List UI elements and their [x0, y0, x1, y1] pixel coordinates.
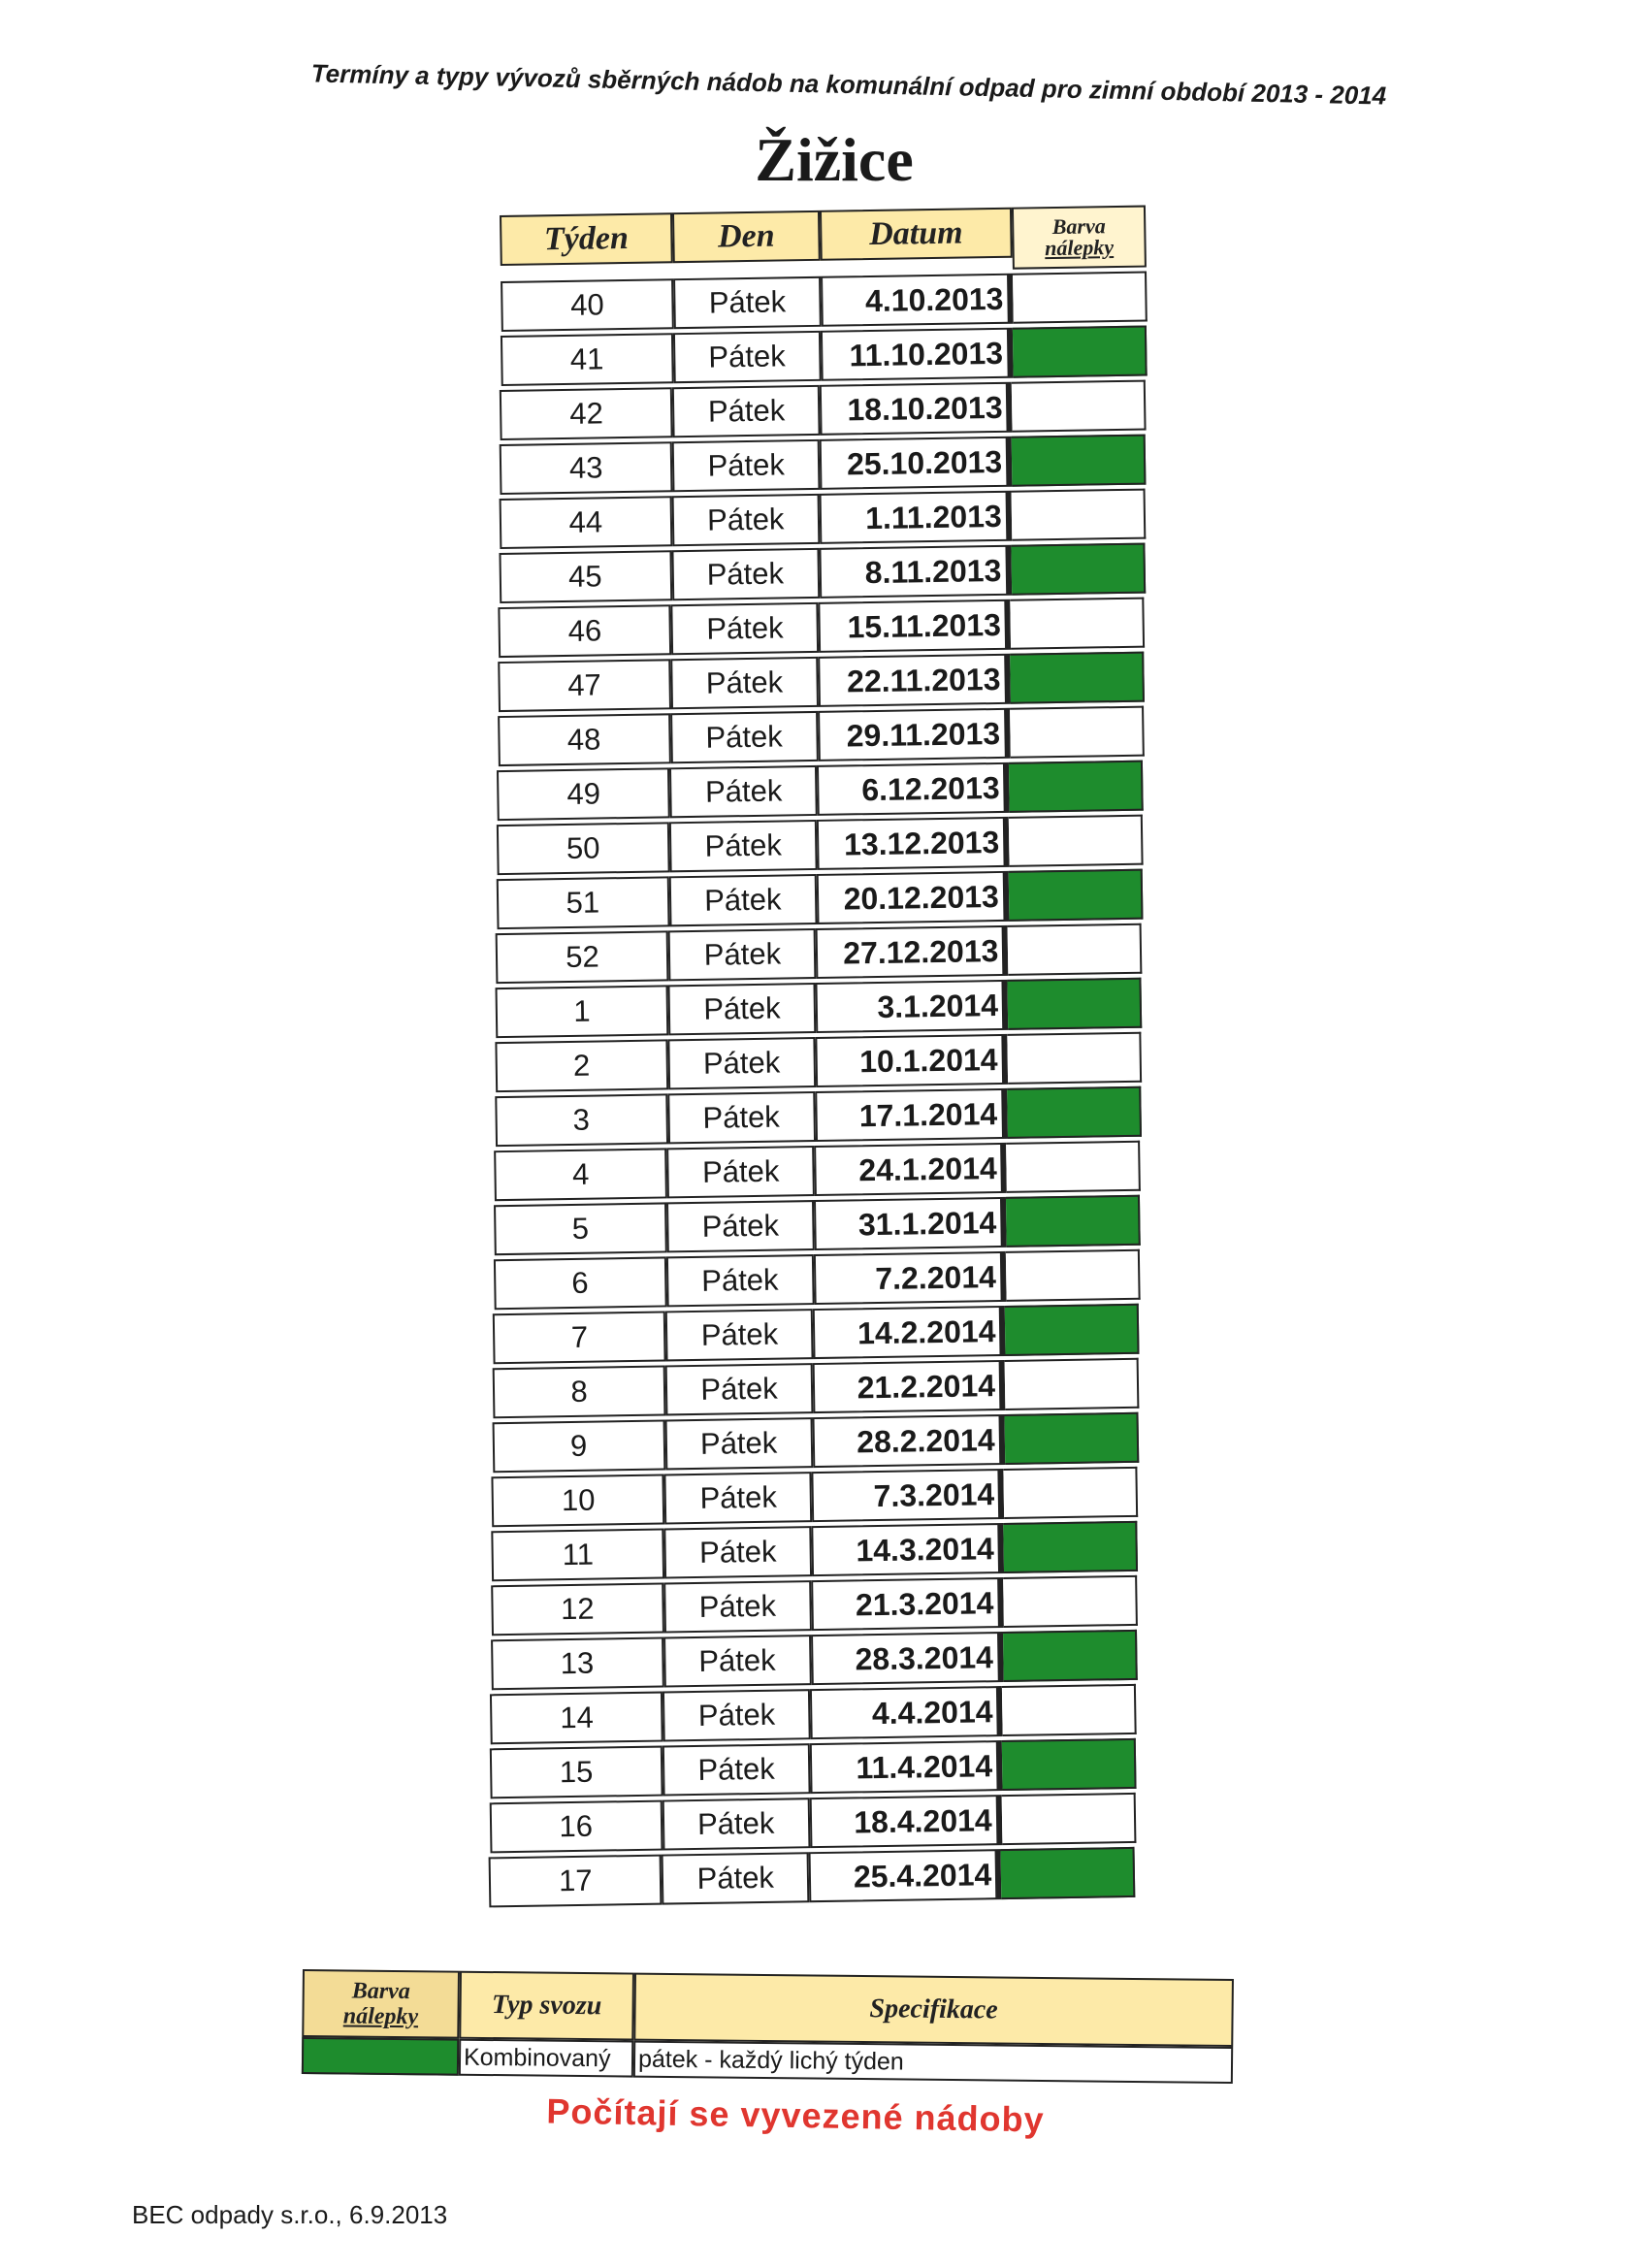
table-row: [493, 1358, 1140, 1418]
sticker-color-cell: [1010, 652, 1145, 704]
date-cell: 1.11.2013: [819, 491, 1012, 544]
sticker-color-cell: [1008, 978, 1143, 1030]
sticker-color-cell: [1001, 1793, 1136, 1845]
day-cell: Pátek: [670, 711, 819, 763]
legend-table: [302, 1969, 1234, 2084]
sticker-color-cell: [1007, 1086, 1142, 1139]
date-cell: 13.12.2013: [817, 817, 1010, 870]
date-cell: 17.1.2014: [815, 1088, 1008, 1142]
day-cell: Pátek: [671, 494, 820, 546]
date-cell: 14.3.2014: [811, 1523, 1004, 1576]
week-cell: 17: [489, 1855, 663, 1908]
sticker-color-cell: [1011, 543, 1146, 596]
date-cell: 15.11.2013: [819, 599, 1012, 653]
week-cell: 2: [495, 1039, 668, 1092]
week-cell: 9: [492, 1419, 665, 1473]
day-cell: Pátek: [666, 1200, 815, 1252]
table-row: [499, 598, 1146, 658]
table-row: [490, 1684, 1137, 1744]
day-cell: Pátek: [663, 1689, 811, 1741]
date-cell: 7.2.2014: [813, 1251, 1006, 1305]
day-cell: Pátek: [673, 331, 822, 383]
table-row: [489, 1793, 1136, 1853]
day-cell: Pátek: [665, 1309, 814, 1361]
schedule-table: [500, 206, 1172, 1907]
week-cell: 51: [496, 876, 669, 929]
sticker-color-cell: [1005, 1249, 1140, 1302]
sticker-color-cell: [1009, 761, 1144, 813]
date-cell: 18.10.2013: [820, 382, 1013, 436]
week-cell: 47: [498, 659, 671, 712]
header-date: Datum: [820, 208, 1013, 261]
week-cell: 3: [495, 1093, 668, 1147]
date-cell: 8.11.2013: [819, 545, 1012, 599]
table-row: [493, 1304, 1140, 1364]
date-cell: 21.2.2014: [813, 1360, 1006, 1413]
table-row: [494, 1195, 1141, 1255]
day-cell: Pátek: [663, 1580, 812, 1633]
sticker-color-cell: [1006, 1141, 1141, 1193]
legend-sticker-line2: nálepky: [342, 2003, 419, 2030]
week-cell: 43: [500, 441, 673, 495]
day-cell: Pátek: [670, 657, 819, 709]
week-cell: 1: [496, 985, 669, 1038]
header-sticker-color: [1012, 206, 1147, 270]
day-cell: Pátek: [666, 1146, 815, 1198]
date-cell: 11.4.2014: [810, 1740, 1003, 1794]
legend-spec: pátek - každý lichý týden: [633, 2041, 1233, 2084]
week-cell: 15: [490, 1746, 663, 1799]
week-cell: 48: [498, 713, 671, 766]
week-cell: 50: [497, 822, 670, 875]
sticker-color-cell: [1010, 706, 1145, 759]
sticker-color-cell: [1013, 326, 1148, 378]
day-cell: Pátek: [672, 385, 821, 437]
sticker-color-cell: [1001, 1847, 1136, 1899]
day-cell: Pátek: [663, 1743, 811, 1796]
schedule-header-row: [500, 206, 1147, 277]
sticker-color-cell: [1002, 1738, 1137, 1791]
day-cell: Pátek: [665, 1254, 814, 1307]
date-cell: 24.1.2014: [814, 1143, 1007, 1196]
day-cell: Pátek: [671, 548, 820, 600]
date-cell: 21.3.2014: [811, 1577, 1004, 1631]
sticker-color-cell: [1004, 1412, 1139, 1465]
sticker-color-cell: [1010, 598, 1145, 650]
day-cell: Pátek: [663, 1635, 812, 1687]
day-cell: Pátek: [662, 1798, 810, 1850]
date-cell: 14.2.2014: [813, 1306, 1006, 1359]
date-cell: 31.1.2014: [814, 1197, 1007, 1250]
table-row: [496, 869, 1143, 929]
week-cell: 16: [489, 1800, 663, 1854]
table-row: [501, 272, 1148, 332]
day-cell: Pátek: [668, 983, 817, 1035]
sticker-color-cell: [1002, 1684, 1137, 1736]
table-row: [498, 706, 1145, 766]
sticker-color-cell: [1008, 869, 1143, 922]
date-cell: 3.1.2014: [816, 980, 1009, 1033]
legend-header-row: [302, 1969, 1234, 2047]
table-row: [491, 1575, 1138, 1636]
table-row: [492, 1412, 1139, 1473]
date-cell: 11.10.2013: [821, 328, 1014, 381]
header-day: Den: [672, 211, 821, 263]
sticker-color-cell: [1009, 815, 1144, 867]
date-cell: 28.2.2014: [812, 1414, 1005, 1468]
week-cell: 4: [494, 1148, 667, 1201]
day-cell: Pátek: [668, 928, 817, 981]
legend-header-type: Typ svozu: [459, 1971, 634, 2041]
date-cell: 28.3.2014: [811, 1632, 1004, 1685]
sticker-color-cell: [1003, 1575, 1138, 1628]
week-cell: 10: [492, 1474, 665, 1527]
sticker-color-cell: [1012, 435, 1147, 487]
day-cell: Pátek: [668, 874, 817, 926]
date-cell: 25.10.2013: [820, 437, 1013, 490]
header-week: Týden: [500, 212, 673, 266]
header-sticker-line1: Barva: [1051, 213, 1106, 240]
week-cell: 42: [500, 387, 673, 440]
legend-sticker-line1: Barva: [351, 1978, 410, 2005]
legend-header-sticker: [302, 1969, 460, 2039]
schedule-rows: [501, 272, 1172, 1907]
date-cell: 18.4.2014: [809, 1795, 1002, 1848]
table-row: [497, 815, 1144, 875]
week-cell: 8: [493, 1365, 666, 1418]
date-cell: 6.12.2013: [817, 762, 1010, 816]
legend-type: Kombinovaný: [459, 2039, 633, 2078]
sticker-color-cell: [1002, 1630, 1137, 1682]
table-row: [500, 380, 1147, 440]
legend-header-spec: Specifikace: [633, 1973, 1234, 2047]
table-row: [499, 543, 1146, 603]
table-row: [495, 1086, 1142, 1147]
week-cell: 7: [493, 1311, 666, 1364]
sticker-color-cell: [1012, 380, 1147, 433]
week-cell: 41: [501, 333, 674, 386]
day-cell: Pátek: [667, 1091, 816, 1144]
week-cell: 5: [494, 1202, 667, 1255]
week-cell: 40: [501, 278, 674, 332]
date-cell: 29.11.2013: [818, 708, 1011, 761]
table-row: [491, 1521, 1138, 1581]
week-cell: 49: [497, 767, 670, 821]
week-cell: 46: [499, 604, 672, 658]
sticker-color-cell: [1005, 1304, 1140, 1356]
sticker-color-cell: [1007, 1032, 1142, 1085]
day-cell: Pátek: [669, 820, 818, 872]
week-cell: 44: [499, 496, 672, 549]
sticker-color-cell: [1011, 489, 1146, 541]
table-row: [498, 652, 1145, 712]
table-row: [496, 923, 1143, 984]
table-row: [494, 1249, 1141, 1310]
table-row: [499, 489, 1146, 549]
table-row: [500, 435, 1147, 495]
day-cell: Pátek: [662, 1852, 810, 1904]
sticker-color-cell: [1006, 1195, 1141, 1247]
date-cell: 22.11.2013: [818, 654, 1011, 707]
town-title: Žižice: [755, 125, 914, 194]
date-cell: 7.3.2014: [812, 1469, 1005, 1522]
week-cell: 45: [499, 550, 672, 603]
day-cell: Pátek: [665, 1363, 814, 1415]
day-cell: Pátek: [664, 1472, 813, 1524]
header-sticker-line2: nálepky: [1044, 235, 1115, 261]
table-row: [495, 1032, 1142, 1092]
document-heading: Termíny a typy vývozů sběrných nádob na komunální odpad pro zimní období 2013 - 2014: [310, 58, 1387, 111]
day-cell: Pátek: [664, 1417, 813, 1470]
sticker-color-cell: [1008, 923, 1143, 976]
date-cell: 20.12.2013: [816, 871, 1009, 924]
table-row: [490, 1738, 1137, 1798]
sticker-color-cell: [1005, 1358, 1140, 1410]
week-cell: 52: [496, 930, 669, 984]
table-row: [494, 1141, 1141, 1201]
day-cell: Pátek: [672, 439, 821, 492]
notice-text: Počítají se vyvezené nádoby: [546, 2090, 1045, 2140]
week-cell: 13: [491, 1637, 664, 1691]
table-row: [496, 978, 1143, 1038]
legend-sticker-swatch: [302, 2037, 459, 2076]
day-cell: Pátek: [669, 765, 818, 818]
table-row: [497, 761, 1144, 821]
day-cell: Pátek: [673, 276, 822, 329]
date-cell: 27.12.2013: [816, 925, 1009, 979]
sticker-color-cell: [1003, 1521, 1138, 1573]
table-row: [491, 1630, 1138, 1690]
footer-text: BEC odpady s.r.o., 6.9.2013: [132, 2200, 448, 2229]
week-cell: 11: [491, 1529, 664, 1582]
week-cell: 6: [494, 1256, 667, 1310]
date-cell: 4.10.2013: [821, 274, 1014, 327]
sticker-color-cell: [1004, 1467, 1139, 1519]
day-cell: Pátek: [663, 1526, 812, 1578]
table-row: [501, 326, 1148, 386]
table-row: [492, 1467, 1139, 1527]
sticker-color-cell: [1013, 272, 1148, 324]
week-cell: 14: [490, 1692, 663, 1745]
day-cell: Pátek: [671, 602, 820, 655]
date-cell: 10.1.2014: [815, 1034, 1008, 1087]
week-cell: 12: [491, 1583, 664, 1636]
table-row: [489, 1847, 1136, 1907]
day-cell: Pátek: [667, 1037, 816, 1089]
date-cell: 25.4.2014: [809, 1849, 1002, 1902]
date-cell: 4.4.2014: [810, 1686, 1003, 1739]
